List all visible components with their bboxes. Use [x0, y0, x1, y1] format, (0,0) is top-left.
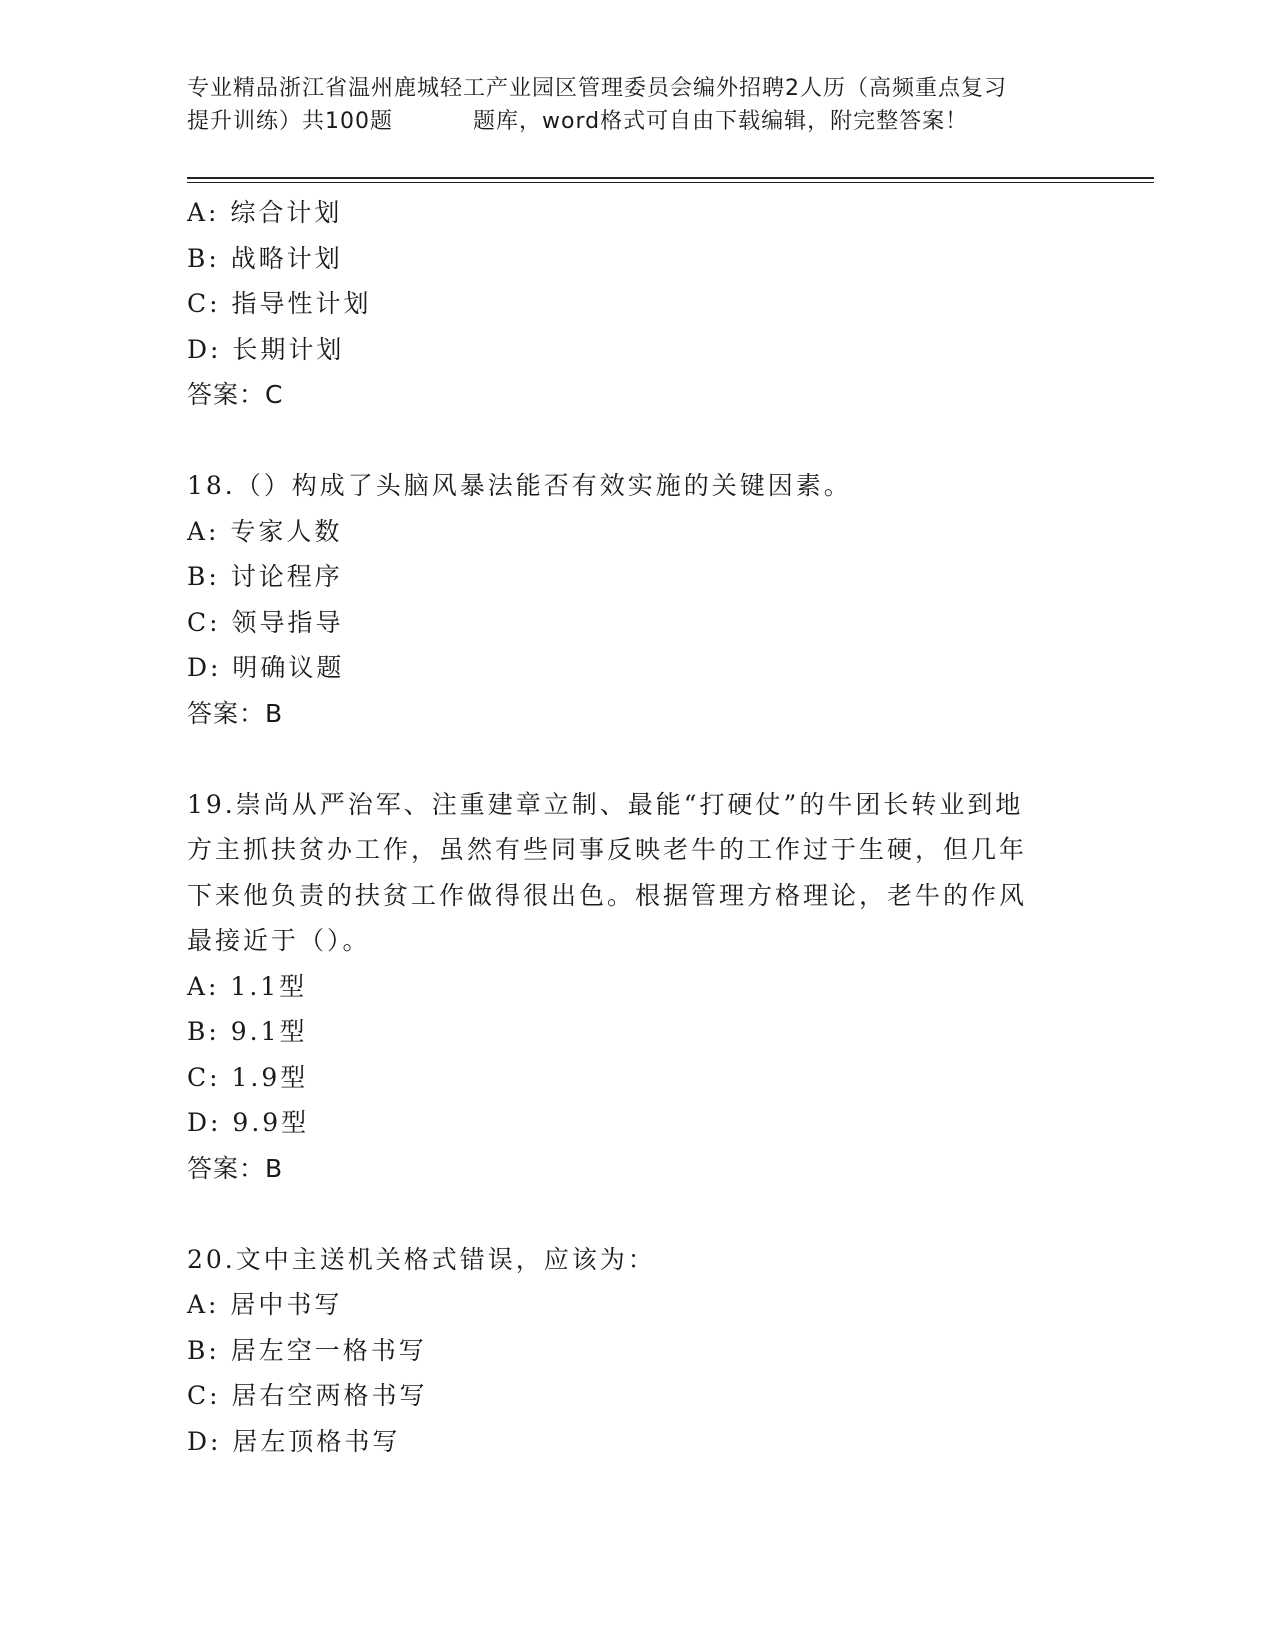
header-title-line-2	[187, 105, 1087, 138]
option-c: C: 指导性计划	[187, 289, 372, 318]
header-title-part-1: 提升训练）共100题	[187, 109, 393, 134]
question-stem: 20.文中主送机关格式错误，应该为：	[187, 1244, 656, 1274]
question-19	[187, 782, 1087, 1192]
option-b: B: 战略计划	[187, 243, 343, 273]
question-stem-line-4: 最接近于（）。	[187, 926, 371, 955]
option-d: D: 居左顶格书写	[187, 1426, 401, 1456]
option-c: C: 领导指导	[187, 607, 344, 637]
option-d: D: 长期计划	[187, 334, 345, 364]
answer: 答案：B	[187, 698, 284, 728]
option-d: D: 明确议题	[187, 653, 345, 682]
option-b: B: 讨论程序	[187, 562, 343, 591]
question-stem-line-1: 19.崇尚从严治军、注重建章立制、最能“打硬仗”的牛团长转业到地	[187, 789, 1024, 819]
question-stem-line-3: 下来他负责的扶贫工作做得很出色。根据管理方格理论，老牛的作风	[187, 880, 1028, 910]
option-b: B: 居左空一格书写	[187, 1335, 427, 1365]
question-20	[187, 1237, 1087, 1465]
answer: 答案：B	[187, 1153, 284, 1183]
answer: 答案：C	[187, 380, 284, 409]
header-divider-thick	[187, 177, 1154, 179]
option-b: B: 9.1型	[187, 1017, 308, 1046]
document-header	[187, 72, 1087, 138]
option-d: D: 9.9型	[187, 1108, 310, 1137]
question-17	[187, 190, 1087, 418]
question-18	[187, 463, 1087, 736]
question-list	[187, 190, 1087, 1464]
option-c: C: 1.9型	[187, 1062, 309, 1092]
option-c: C: 居右空两格书写	[187, 1381, 428, 1410]
question-stem-line-2: 方主抓扶贫办工作，虽然有些同事反映老牛的工作过于生硬，但几年	[187, 835, 1028, 864]
option-a: A: 专家人数	[187, 516, 343, 546]
option-a: A: 综合计划	[187, 198, 343, 227]
header-divider-thin	[187, 182, 1154, 183]
header-title-line-1: 专业精品浙江省温州鹿城轻工产业园区管理委员会编外招聘2人历（高频重点复习	[187, 76, 1007, 101]
question-stem: 18.（）构成了头脑风暴法能否有效实施的关键因素。	[187, 471, 852, 500]
header-title-part-2: 题库，word格式可自由下载编辑，附完整答案！	[473, 109, 969, 134]
option-a: A: 居中书写	[187, 1290, 343, 1319]
option-a: A: 1.1型	[187, 971, 308, 1001]
